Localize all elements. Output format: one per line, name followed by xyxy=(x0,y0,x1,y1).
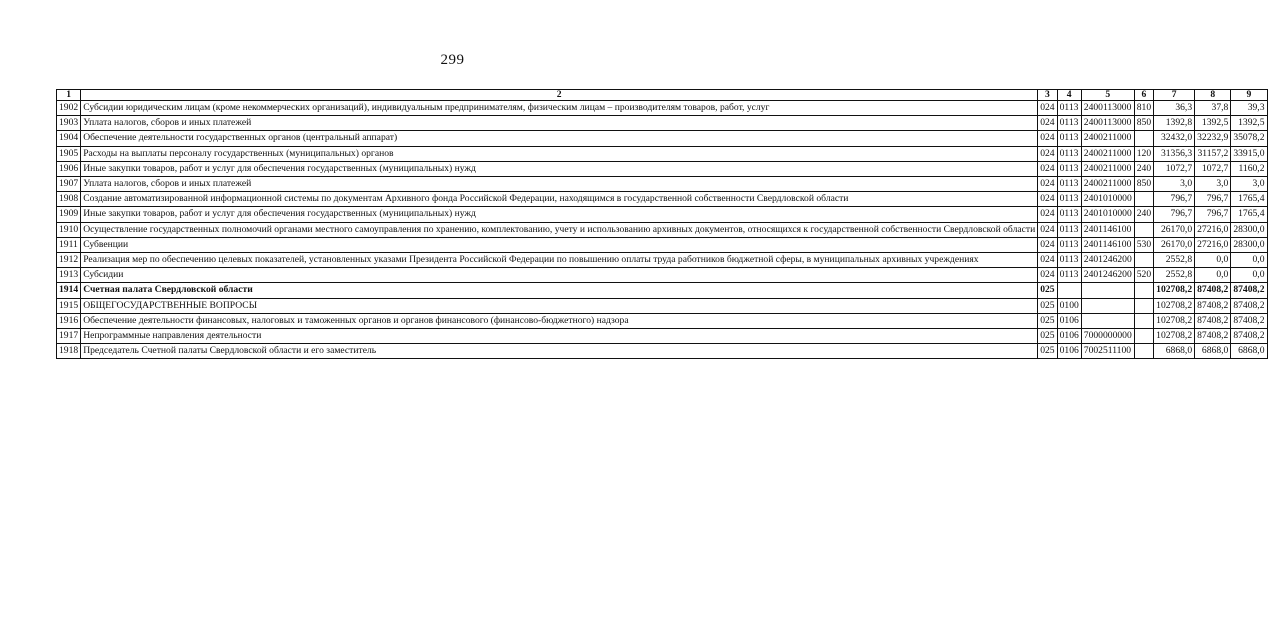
row-description: Осуществление государственных полномочий органами местного самоуправления по хранению, комплектованию, учету и использованию архивных документов, относящихся к государственной собственности Свердловской области xyxy=(81,222,1038,237)
column-number-row xyxy=(57,90,1268,101)
row-section-code: 0113 xyxy=(1057,116,1081,131)
row-admin-code: 024 xyxy=(1038,207,1057,222)
row-amount-col8: 1392,5 xyxy=(1195,116,1231,131)
row-admin-code: 024 xyxy=(1038,237,1057,252)
row-admin-code: 024 xyxy=(1038,161,1057,176)
row-section-code: 0113 xyxy=(1057,192,1081,207)
table-row xyxy=(57,131,1268,146)
row-amount-col8: 37,8 xyxy=(1195,101,1231,116)
row-section-code xyxy=(1057,283,1081,298)
row-amount-col8: 0,0 xyxy=(1195,253,1231,268)
table-row xyxy=(57,116,1268,131)
row-amount-col8: 27216,0 xyxy=(1195,222,1231,237)
row-amount-col8: 796,7 xyxy=(1195,192,1231,207)
row-amount-col7: 2552,8 xyxy=(1154,253,1195,268)
row-amount-col8: 87408,2 xyxy=(1195,298,1231,313)
row-target-article: 2400211000 xyxy=(1081,177,1134,192)
row-description: Субсидии юридическим лицам (кроме некоммерческих организаций), индивидуальным предпринимателям, физическим лицам – производителям товаров, работ, услуг xyxy=(81,101,1038,116)
row-description: Субсидии xyxy=(81,268,1038,283)
row-description: Обеспечение деятельности государственных органов (центральный аппарат) xyxy=(81,131,1038,146)
row-expense-type: 850 xyxy=(1134,177,1153,192)
row-admin-code: 025 xyxy=(1038,283,1057,298)
row-description: Реализация мер по обеспечению целевых показателей, установленных указами Президента Российской Федерации по повышению оплаты труда работников бюджетной сферы, в муниципальных архивных учреждениях xyxy=(81,253,1038,268)
row-amount-col8: 6868,0 xyxy=(1195,344,1231,359)
row-number: 1916 xyxy=(57,313,81,328)
row-number: 1906 xyxy=(57,161,81,176)
row-number: 1915 xyxy=(57,298,81,313)
table-row xyxy=(57,283,1268,298)
row-amount-col7: 796,7 xyxy=(1154,192,1195,207)
row-amount-col8: 32232,9 xyxy=(1195,131,1231,146)
row-section-code: 0113 xyxy=(1057,222,1081,237)
row-description: Обеспечение деятельности финансовых, налоговых и таможенных органов и органов финансового (финансово-бюджетного) надзора xyxy=(81,313,1038,328)
table-row xyxy=(57,222,1268,237)
row-expense-type xyxy=(1134,131,1153,146)
row-expense-type: 520 xyxy=(1134,268,1153,283)
row-expense-type: 530 xyxy=(1134,237,1153,252)
row-section-code: 0113 xyxy=(1057,253,1081,268)
row-amount-col7: 102708,2 xyxy=(1154,283,1195,298)
row-amount-col8: 3,0 xyxy=(1195,177,1231,192)
column-header: 1 xyxy=(57,90,81,101)
row-expense-type xyxy=(1134,283,1153,298)
row-number: 1917 xyxy=(57,329,81,344)
row-number: 1918 xyxy=(57,344,81,359)
row-admin-code: 024 xyxy=(1038,253,1057,268)
row-amount-col8: 27216,0 xyxy=(1195,237,1231,252)
row-amount-col7: 36,3 xyxy=(1154,101,1195,116)
row-description: Создание автоматизированной информационной системы по документам Архивного фонда Российской Федерации, находящимся в государственной собственности Свердловской области xyxy=(81,192,1038,207)
row-admin-code: 024 xyxy=(1038,146,1057,161)
column-header: 7 xyxy=(1154,90,1195,101)
row-amount-col9: 87408,2 xyxy=(1231,283,1267,298)
column-header: 4 xyxy=(1057,90,1081,101)
row-number: 1914 xyxy=(57,283,81,298)
row-number: 1904 xyxy=(57,131,81,146)
row-target-article xyxy=(1081,298,1134,313)
row-amount-col8: 31157,2 xyxy=(1195,146,1231,161)
row-number: 1907 xyxy=(57,177,81,192)
row-section-code: 0113 xyxy=(1057,131,1081,146)
row-amount-col9: 87408,2 xyxy=(1231,329,1267,344)
row-amount-col7: 3,0 xyxy=(1154,177,1195,192)
row-admin-code: 024 xyxy=(1038,116,1057,131)
row-expense-type: 240 xyxy=(1134,207,1153,222)
row-target-article: 2401010000 xyxy=(1081,207,1134,222)
row-target-article: 2400211000 xyxy=(1081,146,1134,161)
row-admin-code: 025 xyxy=(1038,344,1057,359)
row-amount-col9: 1765,4 xyxy=(1231,192,1267,207)
row-expense-type: 120 xyxy=(1134,146,1153,161)
row-amount-col8: 0,0 xyxy=(1195,268,1231,283)
row-section-code: 0106 xyxy=(1057,313,1081,328)
row-amount-col9: 87408,2 xyxy=(1231,298,1267,313)
row-amount-col9: 1765,4 xyxy=(1231,207,1267,222)
table-row xyxy=(57,207,1268,222)
row-target-article xyxy=(1081,283,1134,298)
row-section-code: 0113 xyxy=(1057,268,1081,283)
row-section-code: 0113 xyxy=(1057,161,1081,176)
row-target-article: 2401246200 xyxy=(1081,268,1134,283)
row-amount-col7: 102708,2 xyxy=(1154,329,1195,344)
row-amount-col8: 796,7 xyxy=(1195,207,1231,222)
row-amount-col8: 87408,2 xyxy=(1195,283,1231,298)
row-amount-col9: 0,0 xyxy=(1231,268,1267,283)
row-target-article: 2400211000 xyxy=(1081,131,1134,146)
row-amount-col9: 39,3 xyxy=(1231,101,1267,116)
row-amount-col7: 26170,0 xyxy=(1154,237,1195,252)
row-number: 1903 xyxy=(57,116,81,131)
row-amount-col9: 0,0 xyxy=(1231,253,1267,268)
row-amount-col7: 2552,8 xyxy=(1154,268,1195,283)
row-target-article: 2401246200 xyxy=(1081,253,1134,268)
table-row xyxy=(57,268,1268,283)
table-row xyxy=(57,146,1268,161)
row-amount-col7: 31356,3 xyxy=(1154,146,1195,161)
row-description: Непрограммные направления деятельности xyxy=(81,329,1038,344)
row-description: Уплата налогов, сборов и иных платежей xyxy=(81,116,1038,131)
row-section-code: 0113 xyxy=(1057,101,1081,116)
row-amount-col8: 87408,2 xyxy=(1195,329,1231,344)
row-admin-code: 024 xyxy=(1038,192,1057,207)
row-target-article: 7002511100 xyxy=(1081,344,1134,359)
row-target-article: 2400113000 xyxy=(1081,101,1134,116)
row-amount-col9: 3,0 xyxy=(1231,177,1267,192)
row-target-article: 2401146100 xyxy=(1081,237,1134,252)
row-description: Иные закупки товаров, работ и услуг для обеспечения государственных (муниципальных) нужд xyxy=(81,207,1038,222)
row-amount-col7: 102708,2 xyxy=(1154,298,1195,313)
row-amount-col8: 1072,7 xyxy=(1195,161,1231,176)
row-admin-code: 024 xyxy=(1038,222,1057,237)
page-number: 299 xyxy=(440,52,465,68)
row-expense-type: 810 xyxy=(1134,101,1153,116)
row-amount-col7: 102708,2 xyxy=(1154,313,1195,328)
row-amount-col8: 87408,2 xyxy=(1195,313,1231,328)
row-amount-col7: 1392,8 xyxy=(1154,116,1195,131)
row-target-article xyxy=(1081,313,1134,328)
row-admin-code: 025 xyxy=(1038,329,1057,344)
row-admin-code: 024 xyxy=(1038,101,1057,116)
table-row xyxy=(57,313,1268,328)
row-target-article: 2400211000 xyxy=(1081,161,1134,176)
column-header: 9 xyxy=(1231,90,1267,101)
table-row xyxy=(57,161,1268,176)
row-amount-col9: 1392,5 xyxy=(1231,116,1267,131)
row-target-article: 2401146100 xyxy=(1081,222,1134,237)
row-number: 1905 xyxy=(57,146,81,161)
row-amount-col7: 6868,0 xyxy=(1154,344,1195,359)
budget-table xyxy=(56,89,1268,359)
row-expense-type xyxy=(1134,313,1153,328)
table-row xyxy=(57,344,1268,359)
column-header: 8 xyxy=(1195,90,1231,101)
row-amount-col9: 28300,0 xyxy=(1231,237,1267,252)
column-header: 3 xyxy=(1038,90,1057,101)
row-section-code: 0113 xyxy=(1057,177,1081,192)
row-amount-col9: 87408,2 xyxy=(1231,313,1267,328)
row-expense-type: 240 xyxy=(1134,161,1153,176)
row-section-code: 0113 xyxy=(1057,237,1081,252)
row-number: 1910 xyxy=(57,222,81,237)
row-amount-col9: 6868,0 xyxy=(1231,344,1267,359)
row-expense-type xyxy=(1134,192,1153,207)
row-expense-type xyxy=(1134,298,1153,313)
column-header: 6 xyxy=(1134,90,1153,101)
row-number: 1908 xyxy=(57,192,81,207)
row-description: ОБЩЕГОСУДАРСТВЕННЫЕ ВОПРОСЫ xyxy=(81,298,1038,313)
table-row xyxy=(57,253,1268,268)
row-number: 1912 xyxy=(57,253,81,268)
row-amount-col9: 33915,0 xyxy=(1231,146,1267,161)
row-amount-col9: 28300,0 xyxy=(1231,222,1267,237)
row-admin-code: 025 xyxy=(1038,313,1057,328)
column-header: 2 xyxy=(81,90,1038,101)
row-amount-col7: 796,7 xyxy=(1154,207,1195,222)
table-row xyxy=(57,298,1268,313)
row-expense-type xyxy=(1134,329,1153,344)
row-number: 1902 xyxy=(57,101,81,116)
row-expense-type: 850 xyxy=(1134,116,1153,131)
row-target-article: 2401010000 xyxy=(1081,192,1134,207)
table-body xyxy=(57,101,1268,359)
row-admin-code: 025 xyxy=(1038,298,1057,313)
column-header: 5 xyxy=(1081,90,1134,101)
row-target-article: 2400113000 xyxy=(1081,116,1134,131)
table-row xyxy=(57,177,1268,192)
row-number: 1911 xyxy=(57,237,81,252)
row-section-code: 0106 xyxy=(1057,329,1081,344)
row-section-code: 0106 xyxy=(1057,344,1081,359)
row-admin-code: 024 xyxy=(1038,131,1057,146)
table-row xyxy=(57,329,1268,344)
row-amount-col9: 1160,2 xyxy=(1231,161,1267,176)
row-section-code: 0100 xyxy=(1057,298,1081,313)
row-number: 1909 xyxy=(57,207,81,222)
row-description: Уплата налогов, сборов и иных платежей xyxy=(81,177,1038,192)
row-section-code: 0113 xyxy=(1057,207,1081,222)
row-admin-code: 024 xyxy=(1038,177,1057,192)
row-number: 1913 xyxy=(57,268,81,283)
table-row xyxy=(57,101,1268,116)
row-expense-type xyxy=(1134,344,1153,359)
row-admin-code: 024 xyxy=(1038,268,1057,283)
row-amount-col7: 26170,0 xyxy=(1154,222,1195,237)
table-row xyxy=(57,192,1268,207)
row-description: Председатель Счетной палаты Свердловской области и его заместитель xyxy=(81,344,1038,359)
row-amount-col7: 32432,0 xyxy=(1154,131,1195,146)
row-description: Иные закупки товаров, работ и услуг для обеспечения государственных (муниципальных) нужд xyxy=(81,161,1038,176)
row-description: Расходы на выплаты персоналу государственных (муниципальных) органов xyxy=(81,146,1038,161)
row-target-article: 7000000000 xyxy=(1081,329,1134,344)
row-section-code: 0113 xyxy=(1057,146,1081,161)
row-amount-col9: 35078,2 xyxy=(1231,131,1267,146)
row-description: Счетная палата Свердловской области xyxy=(81,283,1038,298)
row-amount-col7: 1072,7 xyxy=(1154,161,1195,176)
table-row xyxy=(57,237,1268,252)
row-expense-type xyxy=(1134,222,1153,237)
row-expense-type xyxy=(1134,253,1153,268)
row-description: Субвенции xyxy=(81,237,1038,252)
